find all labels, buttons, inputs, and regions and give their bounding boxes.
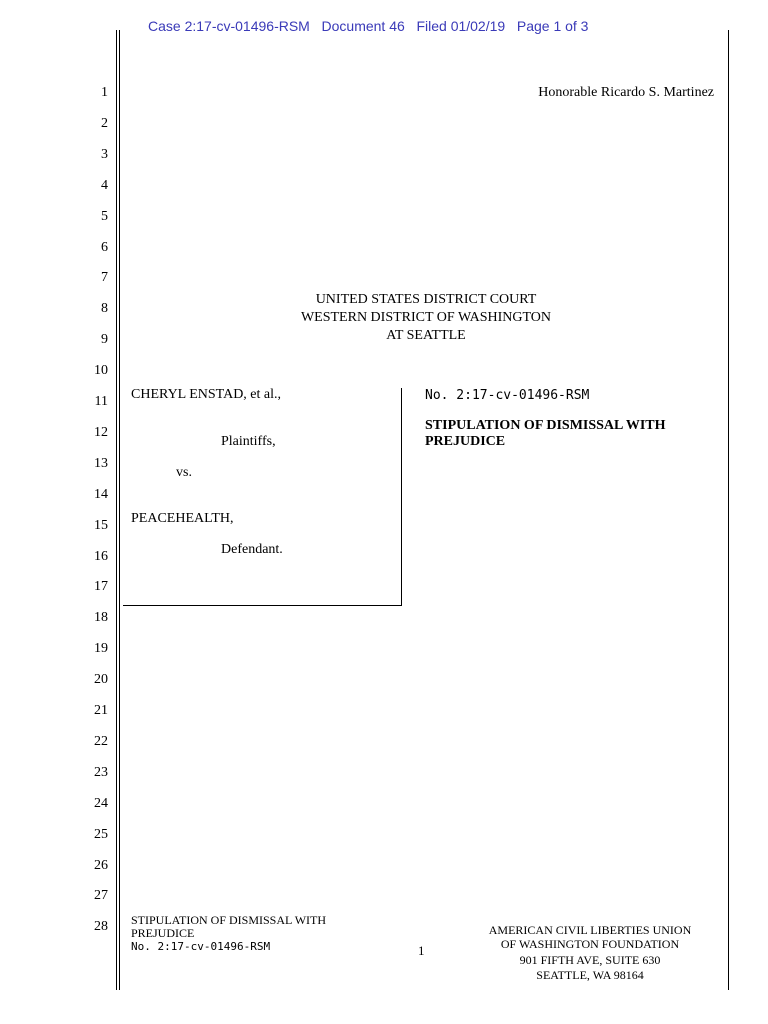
plaintiff-name: CHERYL ENSTAD, et al., [131,387,282,402]
case-number: No. 2:17-cv-01496-RSM [425,388,590,403]
footer-case-number: No. 2:17-cv-01496-RSM [131,940,271,953]
caption-box-bottom-border [123,605,402,606]
line-number: 3 [101,146,108,162]
footer-address-line1: 901 FIFTH AVE, SUITE 630 [519,953,661,967]
right-margin-line [728,30,729,990]
line-number: 6 [101,239,108,255]
line-number: 2 [101,115,108,131]
line-number: 4 [101,177,108,193]
versus: vs. [176,465,192,480]
footer-title-line2: PREJUDICE [131,926,195,940]
line-number: 9 [101,332,108,348]
plaintiff-role: Plaintiffs, [221,434,276,449]
left-margin-line-inner [119,30,120,990]
line-number: 26 [94,857,108,873]
line-number: 28 [94,919,108,935]
caption-box-right-border [401,388,402,605]
court-location: AT SEATTLE [386,328,466,343]
line-number: 7 [101,270,108,286]
line-number: 24 [94,795,108,811]
court-name: UNITED STATES DISTRICT COURT [315,292,537,307]
footer-firm-line1: AMERICAN CIVIL LIBERTIES UNION [488,923,692,937]
line-number: 18 [94,610,108,626]
line-number: 25 [94,826,108,842]
line-number: 5 [101,208,108,224]
footer-firm-line2: OF WASHINGTON FOUNDATION [500,937,680,951]
footer-title-line1: STIPULATION OF DISMISSAL WITH [131,913,327,927]
line-number: 1 [101,85,108,100]
line-number: 20 [94,672,108,688]
defendant-role: Defendant. [221,542,283,557]
document-title-line2: PREJUDICE [425,434,506,449]
line-number: 17 [94,579,108,595]
page-number: 1 [418,943,425,958]
line-number: 27 [94,888,108,904]
case-header: Case 2:17-cv-01496-RSM Document 46 Filed 01/02/19 Page 1 of 3 [148,18,589,34]
line-number: 21 [94,703,108,718]
line-number: 8 [101,301,108,317]
judge-name: Honorable Ricardo S. Martinez [538,85,714,100]
line-number: 10 [94,363,108,379]
document-title-line1: STIPULATION OF DISMISSAL WITH [425,418,666,433]
defendant-name: PEACEHEALTH, [131,511,234,526]
line-number: 14 [94,486,108,502]
footer-address-line2: SEATTLE, WA 98164 [536,968,644,982]
line-number: 23 [94,764,108,780]
left-margin-line-outer [116,30,117,990]
line-number: 16 [94,548,108,564]
line-number: 12 [94,424,108,440]
court-district: WESTERN DISTRICT OF WASHINGTON [300,310,552,325]
line-number: 15 [94,517,108,533]
line-number: 19 [94,641,108,657]
line-number: 13 [94,455,108,471]
line-number: 11 [94,394,108,409]
line-number: 22 [94,733,108,749]
